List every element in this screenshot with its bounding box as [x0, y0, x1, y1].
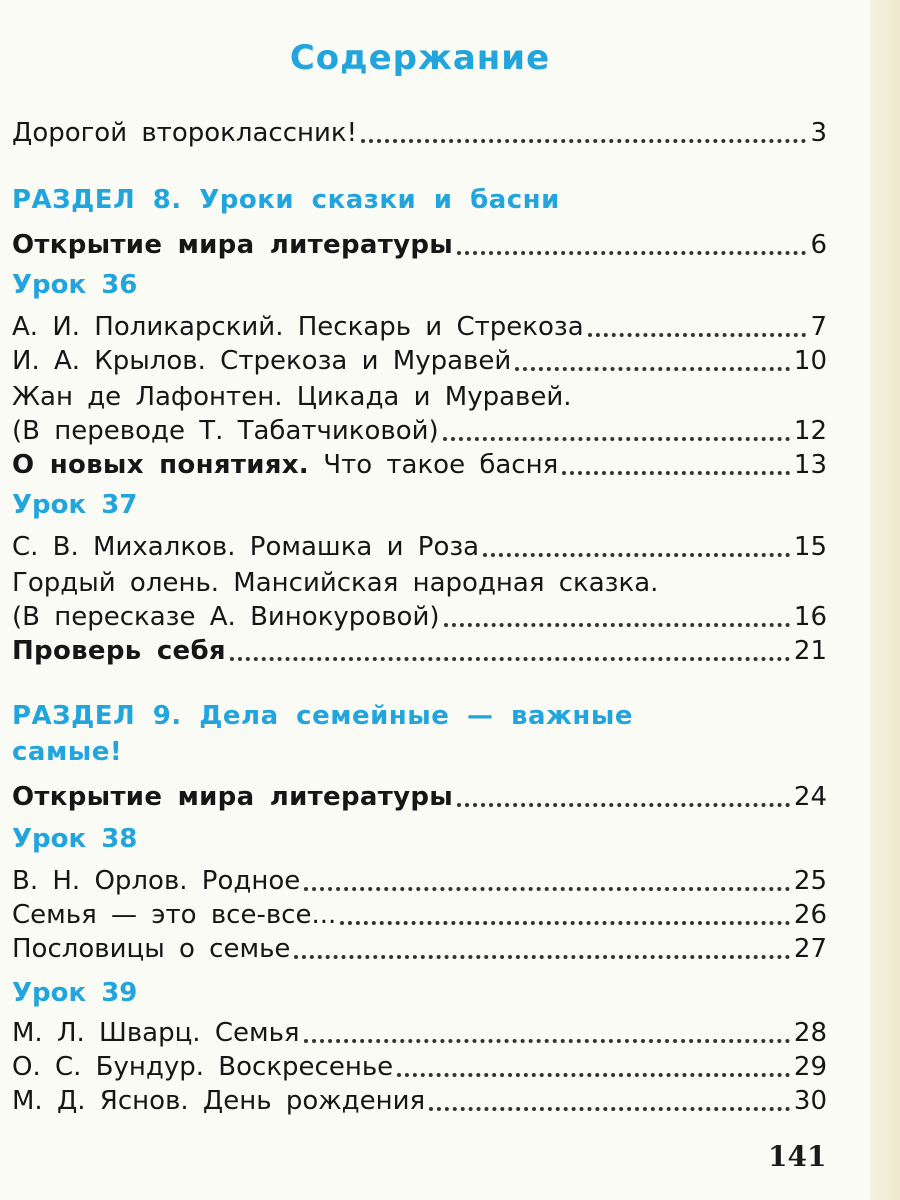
toc-entry-page: 6 [810, 230, 827, 260]
toc-entry[interactable] [12, 1084, 827, 1118]
concepts-label: Что такое басня [323, 450, 559, 480]
lesson-heading: Урок 36 [12, 270, 138, 300]
toc-entry-page: 12 [793, 416, 827, 446]
toc-entry[interactable] [12, 600, 827, 634]
dot-leader [230, 657, 790, 661]
toc-entry-text: Семья — это все-все... [12, 900, 337, 930]
toc-entry-page: 21 [793, 636, 827, 666]
toc-entry-page: 15 [793, 532, 827, 562]
toc-entry-page: 13 [793, 450, 827, 480]
toc-entry[interactable] [12, 228, 827, 262]
toc-entry[interactable] [12, 780, 827, 814]
toc-entry-page: 27 [793, 934, 827, 964]
toc-entry-text: О. С. Бундур. Воскресенье [12, 1052, 394, 1082]
dot-leader [443, 437, 790, 441]
toc-entry-text: (В пересказе А. Винокуровой) [12, 602, 440, 632]
toc-entry[interactable] [12, 344, 827, 378]
dot-leader [562, 471, 790, 475]
dot-leader [340, 921, 790, 925]
toc-entry-page: 25 [793, 866, 827, 896]
toc-entry-page: 3 [810, 118, 827, 148]
page-number: 141 [768, 1140, 827, 1173]
toc-entry[interactable] [12, 116, 827, 150]
toc-entry[interactable] [12, 530, 827, 564]
toc-entry-page: 29 [793, 1052, 827, 1082]
dot-leader [444, 623, 790, 627]
toc-entry-page: 16 [793, 602, 827, 632]
toc-entry-page: 24 [793, 782, 827, 812]
toc-entry[interactable] [12, 864, 827, 898]
toc-entry-text: Открытие мира литературы [12, 230, 454, 260]
toc-entry-page: 7 [810, 312, 827, 342]
toc-entry[interactable] [12, 414, 827, 448]
toc-entry-text: В. Н. Орлов. Родное [12, 866, 301, 896]
dot-leader [457, 251, 806, 255]
toc-entry-text: (В переводе Т. Табатчиковой) [12, 416, 439, 446]
toc-entry-page: 10 [793, 346, 827, 376]
section-heading-line2: самые! [12, 737, 123, 767]
dot-leader [483, 553, 790, 557]
lesson-heading: Урок 37 [12, 490, 138, 520]
dot-leader [304, 1039, 790, 1043]
toc-entry[interactable] [12, 634, 827, 668]
toc-entry-page: 26 [793, 900, 827, 930]
page-edge [870, 0, 900, 1200]
toc-entry[interactable] [12, 1050, 827, 1084]
concepts-bold-label: О новых понятиях. [12, 450, 309, 480]
toc-entry[interactable] [12, 310, 827, 344]
toc-entry-text: М. Л. Шварц. Семья [12, 1018, 300, 1048]
dot-leader [515, 367, 790, 371]
toc-entry-text-line1[interactable]: Жан де Лафонтен. Цикада и Муравей. [12, 382, 572, 412]
section-heading: РАЗДЕЛ 8. Уроки сказки и басни [12, 185, 560, 215]
dot-leader [304, 887, 790, 891]
toc-entry-text: Открытие мира литературы [12, 782, 454, 812]
toc-entry-text-line1[interactable]: Гордый олень. Мансийская народная сказка. [12, 568, 659, 598]
dot-leader [397, 1073, 790, 1077]
toc-entry-text: Пословицы о семье [12, 934, 291, 964]
lesson-heading: Урок 38 [12, 824, 138, 854]
toc-entry[interactable] [12, 932, 827, 966]
section-heading: РАЗДЕЛ 9. Дела семейные — важные [12, 701, 634, 731]
toc-entry-text: Проверь себя [12, 636, 226, 666]
toc-entry-page: 30 [793, 1086, 827, 1116]
dot-leader [588, 333, 807, 337]
toc-entry[interactable] [12, 1016, 827, 1050]
toc-entry-text: А. И. Поликарский. Пескарь и Стрекоза [12, 312, 584, 342]
toc-entry-text [12, 448, 558, 482]
toc-entry-text: С. В. Михалков. Ромашка и Роза [12, 532, 480, 562]
lesson-heading: Урок 39 [12, 978, 138, 1008]
dot-leader [429, 1107, 790, 1111]
dot-leader [457, 803, 790, 807]
toc-entry[interactable] [12, 448, 827, 482]
page-title: Содержание [289, 38, 551, 78]
toc-entry-text: Дорогой второклассник! [12, 118, 358, 148]
toc-entry[interactable] [12, 898, 827, 932]
dot-leader [294, 955, 790, 959]
toc-entry-text: И. А. Крылов. Стрекоза и Муравей [12, 346, 512, 376]
toc-entry-page: 28 [793, 1018, 827, 1048]
dot-leader [361, 139, 806, 143]
toc-entry-text: М. Д. Яснов. День рождения [12, 1086, 426, 1116]
